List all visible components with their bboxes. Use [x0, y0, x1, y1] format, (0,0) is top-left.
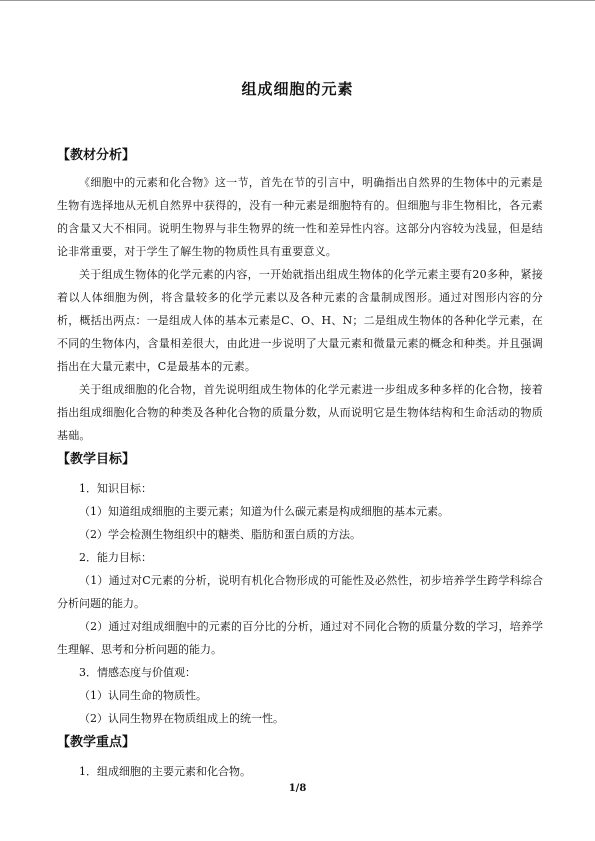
key-point-item: 1．组成细胞的主要元素和化合物。: [79, 765, 251, 778]
document-title: 组成细胞的元素: [241, 80, 354, 98]
document-body: [57, 145, 543, 783]
header-rule: [0, 0, 595, 1]
objective-item: （2）通过对组成细胞中的元素的百分比的分析，通过对不同化合物的质量分数的学习，培养学生理解、思考和分析问题的能力。: [57, 620, 543, 656]
objective-item: 1．知识目标：: [79, 482, 152, 495]
analysis-paragraph: 《细胞中的元素和化合物》这一节，首先在节的引言中，明确指出自然界的生物体中的元素是生物有选择地从无机自然界中获得的，没有一种元素是细胞特有的。但细胞与非生物相比，各元素的含量又大不相同。说明生物界与非生物界的统一性和差异性内容。这部分内容较为浅显，但是结论非常重要，对于学生了解生物的物质性具有重要意义。: [57, 176, 543, 258]
objective-item: （1）知道组成细胞的主要元素；知道为什么碳元素是构成细胞的基本元素。: [79, 505, 449, 518]
objective-item: 3．情感态度与价值观：: [79, 666, 196, 679]
section-heading-key-points: 【教学重点】: [57, 735, 136, 750]
objective-item: （2）学会检测生物组织中的糖类、脂肪和蛋白质的方法。: [79, 528, 361, 541]
objective-item: （1）认同生命的物质性。: [79, 689, 207, 702]
objective-item: （2）认同生物界在物质组成上的统一性。: [79, 712, 284, 725]
analysis-paragraph: 关于组成生物体的化学元素的内容，一开始就指出组成生物体的化学元素主要有20多种，紧接着以人体细胞为例，将含量较多的化学元素以及各种元素的含量制成图形。通过对图形内容的分析，概括出两点：一是组成人体的基本元素是C、O、H、N；二是组成生物体的各种化学元素，在不同的生物体内，含量相差很大，由此进一步说明了大量元素和微量元素的概念和种类。并且强调指出在大量元素中，C是最基本的元素。: [57, 268, 543, 373]
section-heading-objectives: 【教学目标】: [57, 452, 136, 467]
page-number: 1/8: [288, 783, 307, 794]
objective-item: 2．能力目标：: [79, 551, 152, 564]
objective-item: （1）通过对C元素的分析，说明有机化合物形成的可能性及必然性，初步培养学生跨学科综合分析问题的能力。: [57, 574, 543, 610]
section-heading-analysis: 【教材分析】: [57, 148, 136, 163]
analysis-paragraph: 关于组成细胞的化合物，首先说明组成生物体的化学元素进一步组成多种多样的化合物，接着指出组成细胞化合物的种类及各种化合物的质量分数，从而说明它是生物体结构和生命活动的物质基础。: [57, 383, 543, 442]
